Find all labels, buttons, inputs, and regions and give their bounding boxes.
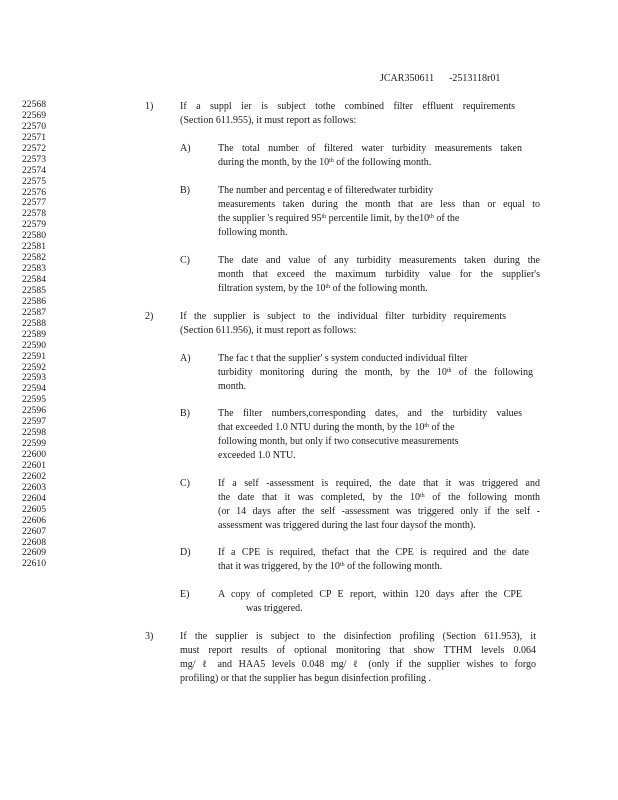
item-1c-text: The date and value of any turbidity measurements taken during the month that exceed the maximum turbidity value for the supplier's filtration system, by the 10th of the following month. xyxy=(218,255,540,294)
line-number: 22575 xyxy=(22,175,46,187)
line-number: 22608 xyxy=(22,536,46,548)
item-3-text: If the supplier is subject to the disinfection profiling (Section 611.953), it must report results of optional monitoring that show TTHM levels 0.064 mg/ ℓ and HAA5 levels 0.048 mg/ ℓ (only if the supplier wishes to forgo profiling) or that the supplier has begun disinfection profiling . xyxy=(180,631,536,684)
item-1a-label: A) xyxy=(180,143,191,154)
item-1-text: If a suppl ier is subject tothe combined filter effluent requirements (Section 611.955), it must report as follows: xyxy=(180,101,515,126)
line-number: 22596 xyxy=(22,405,46,417)
item-2e-text: A copy of completed CP E report, within 120 days after the CPE was triggered. xyxy=(218,589,522,614)
item-2b-label: B) xyxy=(180,408,190,419)
line-number: 22583 xyxy=(22,263,46,275)
line-number: 22595 xyxy=(22,394,46,406)
line-number: 22607 xyxy=(22,525,46,537)
doc-version: -2513118r01 xyxy=(449,73,501,84)
line-number: 22594 xyxy=(22,383,46,395)
item-2d-label: D) xyxy=(180,547,191,558)
item-1b-text: The number and percentag e of filteredwater turbidity measurements taken during the month that are less than or equal to the supplier 's required 95th percentile limit, by the10th of the following month. xyxy=(218,185,540,238)
item-2c-label: C) xyxy=(180,478,190,489)
line-number: 22588 xyxy=(22,317,46,329)
line-number: 22577 xyxy=(22,197,46,209)
line-number: 22582 xyxy=(22,252,46,264)
line-number: 22589 xyxy=(22,328,46,340)
line-number: 22581 xyxy=(22,241,46,253)
line-number: 22578 xyxy=(22,208,46,220)
page-header xyxy=(380,73,500,84)
line-number: 22609 xyxy=(22,547,46,559)
line-number: 22570 xyxy=(22,120,46,132)
line-number: 22605 xyxy=(22,503,46,515)
item-2-label: 2) xyxy=(145,311,154,322)
line-number: 22587 xyxy=(22,306,46,318)
line-number: 22576 xyxy=(22,186,46,198)
item-2-text: If the supplier is subject to the individual filter turbidity requirements (Section 611.956), it must report as follows: xyxy=(180,311,506,336)
line-numbers xyxy=(22,100,46,570)
line-number: 22585 xyxy=(22,284,46,296)
line-number: 22593 xyxy=(22,372,46,384)
line-number: 22568 xyxy=(22,99,46,110)
line-number: 22600 xyxy=(22,449,46,460)
line-number: 22580 xyxy=(22,230,46,242)
item-2b-text: The filter numbers,corresponding dates, and the turbidity values that exceeded 1.0 NTU during the month, by the 10th of the following month, but only if two consecutive measurements exceeded 1.0 NTU. xyxy=(218,408,522,461)
line-number: 22602 xyxy=(22,470,46,482)
item-1c-label: C) xyxy=(180,255,190,266)
item-1-label: 1) xyxy=(145,101,154,112)
line-number: 22606 xyxy=(22,514,46,526)
line-number: 22597 xyxy=(22,416,46,428)
item-2d-text: If a CPE is required, thefact that the CPE is required and the date that it was triggered, by the 10th of the following month. xyxy=(218,547,529,572)
item-3-label: 3) xyxy=(145,631,154,642)
item-1a-text: The total number of filtered water turbidity measurements taken during the month, by the 10th of the following month. xyxy=(218,143,522,168)
line-number: 22590 xyxy=(22,339,46,351)
item-1b-label: B) xyxy=(180,185,190,196)
line-number: 22603 xyxy=(22,481,46,493)
line-number: 22592 xyxy=(22,361,46,373)
line-number: 22610 xyxy=(22,558,46,570)
item-2c-text: If a self -assessment is required, the date that it was triggered and the date that it was completed, by the 10th of the following month (or 14 days after the self -assessment was triggered only if the self - assessment was triggered during the last four daysof the month). xyxy=(218,478,540,531)
line-number: 22586 xyxy=(22,295,46,307)
line-number: 22579 xyxy=(22,219,46,231)
line-number: 22573 xyxy=(22,153,46,165)
line-number: 22569 xyxy=(22,109,46,121)
item-2e-label: E) xyxy=(180,589,190,600)
line-number: 22599 xyxy=(22,438,46,450)
line-number: 22571 xyxy=(22,131,46,143)
line-number: 22601 xyxy=(22,459,46,471)
line-number: 22598 xyxy=(22,427,46,439)
line-number: 22604 xyxy=(22,492,46,504)
line-number: 22584 xyxy=(22,274,46,285)
line-number: 22591 xyxy=(22,350,46,362)
line-number: 22574 xyxy=(22,164,46,176)
doc-id: JCAR350611 xyxy=(380,73,435,84)
item-2a-text: The fac t that the supplier' s system conducted individual filter turbidity monitoring during the month, by the 10th of the following month. xyxy=(218,353,533,392)
item-2a-label: A) xyxy=(180,353,191,364)
line-number: 22572 xyxy=(22,142,46,154)
